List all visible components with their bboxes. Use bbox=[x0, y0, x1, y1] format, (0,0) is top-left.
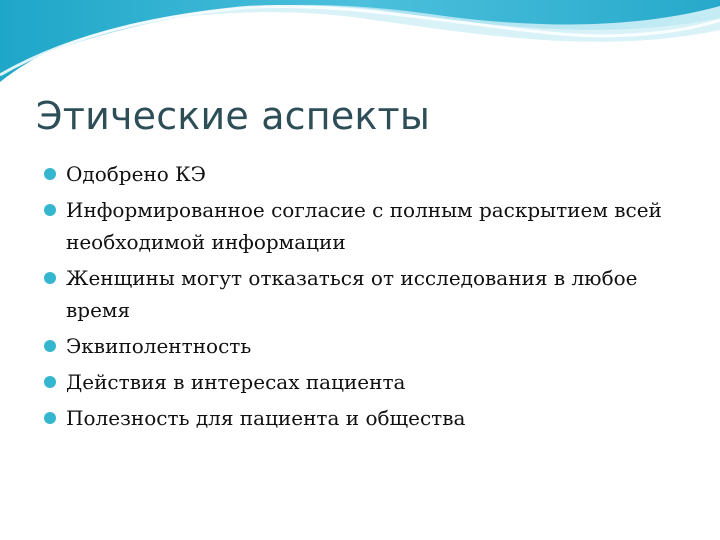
slide-title: Этические аспекты bbox=[36, 94, 431, 138]
bullet-item bbox=[44, 366, 694, 398]
bullet-item bbox=[44, 402, 694, 434]
bullet-text: Действия в интересах пациента bbox=[66, 370, 406, 394]
bullet-dot-icon bbox=[44, 376, 56, 388]
bullet-item bbox=[44, 262, 694, 326]
bullet-text: Информированное согласие с полным раскрытием всей необходимой информации bbox=[66, 198, 662, 254]
bullet-item bbox=[44, 158, 694, 190]
bullet-dot-icon bbox=[44, 272, 56, 284]
bullet-item bbox=[44, 330, 694, 362]
bullet-dot-icon bbox=[44, 412, 56, 424]
bullet-text: Одобрено КЭ bbox=[66, 162, 206, 186]
bullet-text: Женщины могут отказаться от исследования в любое время bbox=[66, 266, 638, 322]
bullet-list bbox=[44, 158, 694, 438]
bullet-text: Полезность для пациента и общества bbox=[66, 406, 466, 430]
bullet-dot-icon bbox=[44, 168, 56, 180]
bullet-dot-icon bbox=[44, 340, 56, 352]
bullet-dot-icon bbox=[44, 204, 56, 216]
bullet-text: Эквиполентность bbox=[66, 334, 252, 358]
bullet-item bbox=[44, 194, 694, 258]
header-wave-decoration bbox=[0, 0, 720, 90]
